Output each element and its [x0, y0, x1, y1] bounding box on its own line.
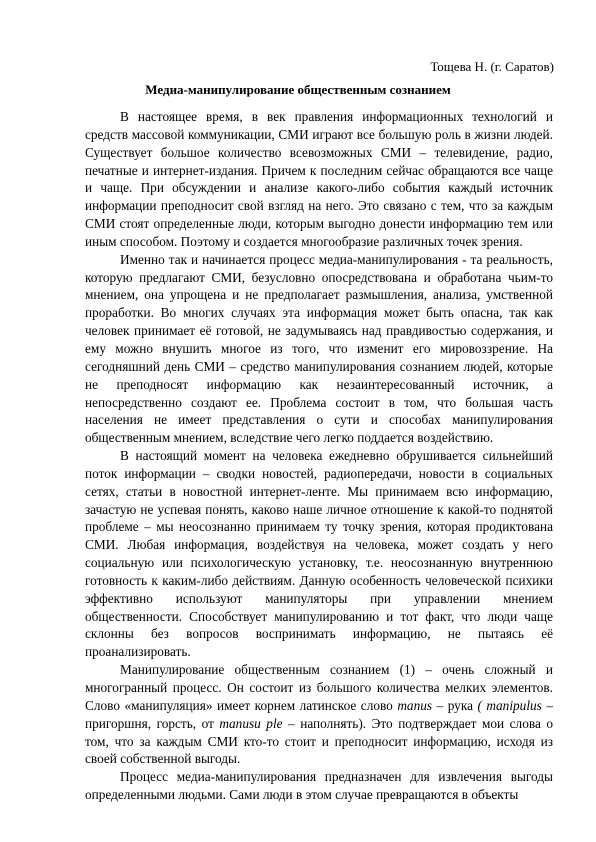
paragraph-4 — [85, 661, 553, 768]
article-body — [85, 108, 553, 804]
paragraph-4-text: – рука — [432, 697, 478, 713]
paragraph-3: В настоящий момент на человека ежедневно обрушивается сильнейший поток информации – сводки новостей, радиопередачи, новости в социальных сетях, статьи в новостной интернет-ленте. Мы принимаем всю информацию, зачастую не успевая понять, каково наше личное отношение к какой-то поднятой проблеме – мы неосознанно принимаем ту точку зрения, которая продиктована СМИ. Любая информация, воздействуя на человека, может создать у него социальную или психологическую установку, т.е. неосознанную внутреннюю готовность к каким-либо действиям. Данную особенность человеческой психики эффективно используют манипуляторы при управлении мнением общественности. Способствует манипулированию и тот факт, что люди чаще склонны без вопросов воспринимать информацию, не пытаясь её проанализировать. — [85, 448, 553, 660]
latin-term-manus: manus — [397, 697, 433, 713]
paragraph-4-text: – наполнять). Это подтверждает мои слова о том, что за каждым СМИ кто-то стоит и преподносит информацию, исходя из своей собственной выгоды. — [85, 715, 553, 767]
paragraph-4-text: Манипулирование общественным сознанием (1) – очень сложный и многогранный процесс. Он состоит из большого количества мелких элементов. Слово «манипуляция» имеет корнем латинское слово — [85, 662, 553, 713]
paragraph-1: В настоящее время, в век правления информационных технологий и средств массовой коммуникации, СМИ играют все большую роль в жизни людей. Существует большое количество всевозможных СМИ – телевидение, радио, печатные и интернет-издания. Причем к последним сейчас обращаются все чаще и чаще. При обсуждении и анализе какого-либо события каждый источник информации преподносит свой взгляд на него. Это связано с тем, что за каждым СМИ стоят определенные люди, которым выгодно донести информацию тем или иным способом. Поэтому и создается многообразие различных точек зрения. — [85, 109, 553, 249]
paragraph-2: Именно так и начинается процесс медиа-манипулирования - та реальность, которую предлагают СМИ, безусловно опосредствована и обработана чьим-то мнением, она упрощена и не предполагает размышления, анализа, умственной проработки. Во многих случаях эта информация может быть опасна, так как человек принимает её готовой, не задумываясь над правдивостью содержания, и ему можно внушить многое из того, что изменит его мировоззрение. На сегодняшний день СМИ – средство манипулирования сознанием людей, которые не преподносят информацию как незаинтересованный источник, а непосредственно создают ее. Проблема состоит в том, что большая часть населения не имеет представления о сути и способах манипулирования общественным мнением, вследствие чего легко поддается воздействию. — [85, 251, 553, 446]
author-line: Тощева Н. (г. Саратов) — [430, 59, 554, 74]
article-title: Медиа-манипулирование общественным сознанием — [145, 82, 451, 97]
paragraph-5: Процесс медиа-манипулирования предназначен для извлечения выгоды определенными людьми. Сами люди в этом случае превращаются в объекты — [85, 769, 553, 803]
paragraph-4-text: – пригоршня, горсть, от — [85, 697, 553, 731]
latin-term-manipulus: ( manipulus — [477, 697, 542, 713]
latin-term-manusu-ple: manusu ple — [219, 715, 283, 731]
